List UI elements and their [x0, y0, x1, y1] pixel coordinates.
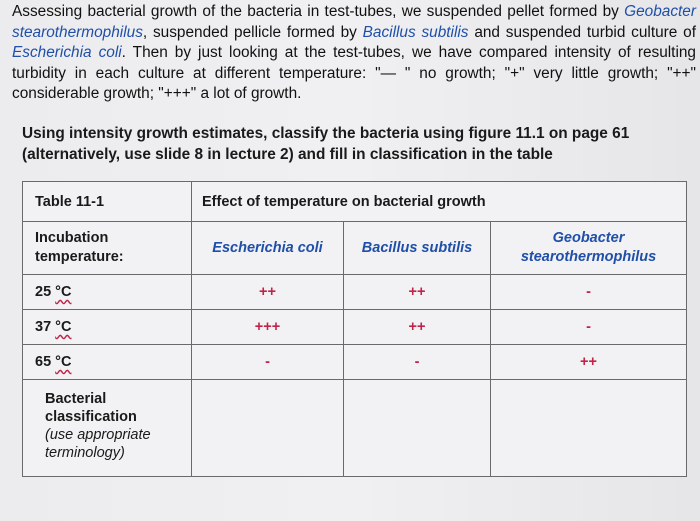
- col-header-ecoli: Escherichia coli: [192, 222, 344, 275]
- classification-hint: (use appropriate terminology): [45, 427, 151, 461]
- table-title: Effect of temperature on bacterial growth: [192, 182, 687, 222]
- growth-cell-ecoli: ++: [192, 275, 344, 310]
- species-bacillus: Bacillus subtilis: [362, 23, 469, 41]
- intro-text-2: , suspended pellicle formed by: [142, 23, 357, 41]
- temp-unit: °C: [55, 354, 72, 370]
- classification-row: [23, 380, 687, 477]
- classification-cell-geobacter[interactable]: [491, 380, 687, 477]
- intro-paragraph: [12, 2, 696, 105]
- temp-cell: [23, 345, 192, 380]
- table-row: [23, 275, 687, 310]
- growth-cell-geobacter: -: [491, 275, 687, 310]
- classification-cell-bacillus[interactable]: [344, 380, 491, 477]
- temp-value: 37: [35, 319, 52, 335]
- temp-unit: °C: [55, 319, 72, 335]
- growth-table: [22, 181, 687, 477]
- growth-cell-geobacter: -: [491, 310, 687, 345]
- growth-cell-bacillus: ++: [344, 310, 491, 345]
- table-caption: Table 11-1: [23, 182, 192, 222]
- growth-cell-bacillus: ++: [344, 275, 491, 310]
- temp-unit: °C: [55, 284, 72, 300]
- classification-label-cell: [23, 380, 192, 477]
- species-geobacter: Geobacter stearothermophilus: [12, 3, 696, 41]
- col-header-bacillus: Bacillus subtilis: [344, 222, 491, 275]
- instruction-text: Using intensity growth estimates, classify the bacteria using figure 11.1 on page 61 (alternatively, use slide 8 in lecture 2) and fill in classification in the table: [22, 125, 630, 163]
- temp-cell: [23, 275, 192, 310]
- growth-cell-ecoli: -: [192, 345, 344, 380]
- table-row: [23, 345, 687, 380]
- col-header-geobacter: Geobacter stearothermophilus: [491, 222, 687, 275]
- table-row: [23, 310, 687, 345]
- classification-label: Bacterial classification: [45, 391, 137, 425]
- intro-text-1: Assessing bacterial growth of the bacteria in test-tubes, we suspended pellet formed by: [12, 3, 619, 20]
- growth-cell-ecoli: +++: [192, 310, 344, 345]
- intro-text-4: . Then by just looking at the test-tubes, we have compared intensity of resulting turbidity in each culture at different temperature: "— " no growth; "+" very little growth; "++" considerable growth; "+++" a lot of growth.: [12, 44, 696, 103]
- row-header-temperature: Incubation temperature:: [23, 222, 192, 275]
- temp-value: 25: [35, 284, 52, 300]
- species-ecoli: Escherichia coli: [12, 44, 122, 62]
- growth-cell-geobacter: ++: [491, 345, 687, 380]
- intro-text-3: and suspended turbid culture of: [474, 23, 696, 41]
- temp-value: 65: [35, 354, 52, 370]
- growth-cell-bacillus: -: [344, 345, 491, 380]
- classification-cell-ecoli[interactable]: [192, 380, 344, 477]
- temp-cell: [23, 310, 192, 345]
